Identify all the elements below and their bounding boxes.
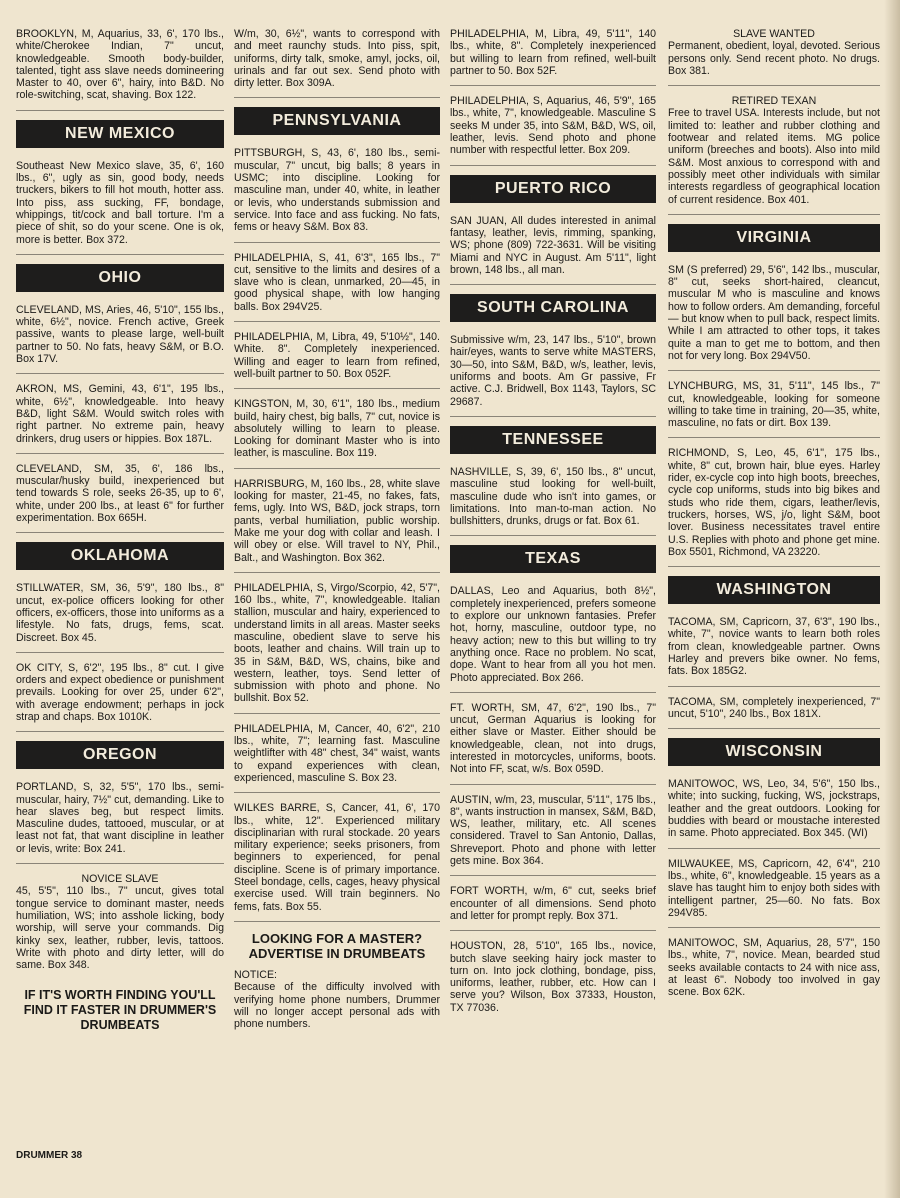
section-heading: TENNESSEE <box>450 426 656 454</box>
classified-ad <box>16 28 224 111</box>
section-heading: TEXAS <box>450 545 656 573</box>
classified-ad <box>668 616 880 686</box>
classified-ad <box>16 582 224 652</box>
classified-ad <box>234 252 440 322</box>
classified-ad <box>16 873 224 979</box>
ad-text: PHILADELPHIA, M, Libra, 49, 5'10½", 140. White. 8". Completely inexperienced. Willing and eager to learn from refined, well-built partner to 50. Box 052F. <box>234 331 440 380</box>
ad-text: FORT WORTH, w/m, 6" cut, seeks brief encounter of all dimensions. Send photo and letter for prompt reply. Box 371. <box>450 885 656 922</box>
ad-text: WILKES BARRE, S, Cancer, 41, 6', 170 lbs., white, 12". Experienced military disciplinarian with rural stockade. 20 years military experience; seeks prisoners, from beginners to experienced, for penal discipline. Scene is of primary importance. Steel bondage, cells, cages, heavy physical exercise used. Will train beginners. No fems, fats. Box 55. <box>234 802 440 913</box>
ad-text: OK CITY, S, 6'2", 195 lbs., 8" cut. I give orders and expect obedience or punishment prevails. Looking for over 25, under 6'2", with average endowment; perhaps in jock strap and chaps. Box 1010K. <box>16 661 224 723</box>
ad-text: HOUSTON, 28, 5'10", 165 lbs., novice, butch slave seeking hairy jock master to turn on. Into jock clothing, bondage, piss, uniforms, leather, rubber, etc. How can I serve you? Wilson, Box 37333, Houston, TX 77036. <box>450 940 656 1014</box>
classified-ad <box>450 585 656 692</box>
column-3 <box>450 28 656 1031</box>
classified-ad <box>450 334 656 417</box>
classified-ad <box>450 466 656 536</box>
classified-ad <box>668 28 880 86</box>
classified-ad <box>668 696 880 730</box>
classified-ad <box>450 215 656 285</box>
section-heading: VIRGINIA <box>668 224 880 252</box>
advertise-promo: LOOKING FOR A MASTER? ADVERTISE IN DRUMBEATS <box>248 930 426 961</box>
classified-ad <box>450 885 656 931</box>
ad-text: W/m, 30, 6½", wants to correspond with and meet raunchy studs. Into piss, spit, uniforms, dirty talk, smoke, amyl, jocks, oil, urinals and far out sex. Send photo with dirty letter. Box 309A. <box>234 28 440 90</box>
column-2 <box>234 28 440 1047</box>
section-heading: PUERTO RICO <box>450 175 656 203</box>
section-heading: NEW MEXICO <box>16 120 224 148</box>
ad-text: MANITOWOC, SM, Aquarius, 28, 5'7", 150 lbs., white, 7", novice. Mean, bearded stud seeks available contacts to 24 with nice ass, at least 6". Nobody too involved in gay scene. Box 62K. <box>668 937 880 999</box>
ad-title: NOVICE SLAVE <box>81 873 159 886</box>
classified-ad <box>668 778 880 848</box>
classified-ad <box>16 383 224 453</box>
classified-ad <box>234 478 440 573</box>
classified-ad <box>668 858 880 928</box>
page-fold-shadow <box>884 0 900 1198</box>
classified-ad <box>234 147 440 242</box>
ad-text: 45, 5'5", 110 lbs., 7" uncut, gives total tongue service to dominant master, needs humiliation, WS; into asshole licking, body worship, will serve your commands. Dig kinky sex, leather, rubber, levis, tattoos. Write with photo and dirty letter, will do same. Box 348. <box>16 885 224 972</box>
classified-ad <box>234 723 440 793</box>
ad-text: PHILADELPHIA, S, 41, 6'3", 165 lbs., 7" cut, sensitive to the limits and desires of a slave who is clean, unmarked, 20—45, in good physical shape, with low hanging balls. Box 294V25. <box>234 251 440 313</box>
ad-title: RETIRED TEXAN <box>731 95 817 108</box>
section-heading: PENNSYLVANIA <box>234 107 440 135</box>
section-heading: OKLAHOMA <box>16 542 224 570</box>
classified-ad <box>16 160 224 255</box>
ad-text: BROOKLYN, M, Aquarius, 33, 6', 170 lbs., white/Cherokee Indian, 7" uncut, knowledgeable. Smooth body-builder, talented, tight ass slave needs domineering Master to 40, over 6", hairy, into B&D. No role-switching, scat, shaving. Box 122. <box>16 28 224 102</box>
section-heading: OREGON <box>16 741 224 769</box>
ad-text: Free to travel USA. Interests include, but not limited to: leather and rubber clothing and footwear and related items. MG police uniform (breeches and boots). Also into mild S&M. Most anxious to correspond with and possibly meet other individuals with similar interests regardless of geographical location of current residence. Box 401. <box>668 107 880 206</box>
ad-text: LYNCHBURG, MS, 31, 5'11", 145 lbs., 7" cut, knowledgeable, looking for someone willing to take time in training, 20—35, white, masculine, no fats or dirt. Box 139. <box>668 380 880 430</box>
ad-text: AUSTIN, w/m, 23, muscular, 5'11", 175 lbs., 8", wants instruction in mansex, S&M, B&D, WS, leather, military, etc. All scenes considered. Travel to San Antonio, Dallas, Shreveport. Photo and phone with letter gets mine. Box 364. <box>450 793 656 868</box>
ad-text: PHILADELPHIA, M, Libra, 49, 5'11", 140 lbs., white, 8". Completely inexperienced but willing to learn from refined, well-built partner to 50. Box 52F. <box>450 28 656 77</box>
section-heading: OHIO <box>16 264 224 292</box>
ad-text: NASHVILLE, S, 39, 6', 150 lbs., 8" uncut, masculine stud looking for well-built, masculine dude who isn't into games, or limitations. Into man-to-man action. No bullshitters, drunks, drugs or fat. Box 61. <box>450 465 656 528</box>
ad-text: PHILADELPHIA, S, Virgo/Scorpio, 42, 5'7", 160 lbs., white, 7", knowledgeable. Italian stallion, muscular and hairy, experienced to understand limits in all areas. Master seeks masculine, obedient slave to serve his boots, leather and chains. Will train up to 35 in S&M, B&D, WS, chains, bike and western, leather, toys. Send letter of submission with photo and phone. No bullshit. Box 52. <box>234 581 440 705</box>
classified-ad <box>668 447 880 567</box>
ad-text: DALLAS, Leo and Aquarius, both 8½", completely inexperienced, prefers someone to explore our unknown fantasies. Prefer hot, horny, masculine, outdoor type, no heavy action; new to this but willing to try anything once. Race no problem. No scat, dope. Want to hear from all you hot men. Photo appreciated. Box 266. <box>450 585 656 684</box>
ad-text: PITTSBURGH, S, 43, 6', 180 lbs., semi-muscular, 7" uncut, big balls; 8 years in USMC; into discipline. Looking for masculine man, under 40, white, in leather or levis, who understands submission and service. Into face and ass fucking. No fats, fems or heavy S&M. Box 83. <box>234 147 440 234</box>
classified-ad <box>668 95 880 215</box>
classified-ad <box>16 304 224 374</box>
classified-ad <box>668 937 880 1006</box>
classified-ad <box>668 380 880 438</box>
ad-text: SAN JUAN, All dudes interested in animal fantasy, leather, levis, rimming, spanking, WS; phone (809) 722-3631. Will be visiting Miami and NYC in August. Am 5'11", light brown, 148 lbs., all man. <box>450 214 656 276</box>
classified-ad <box>450 702 656 785</box>
page-folio: DRUMMER 38 <box>16 1150 83 1161</box>
ad-text: TACOMA, SM, Capricorn, 37, 6'3", 190 lbs., white, 7", novice wants to learn both roles from clean, knowledgeable partner. Owns Harley and prevers bike owner. No fems, fats. Box 185G2. <box>668 616 880 678</box>
section-heading: WASHINGTON <box>668 576 880 604</box>
column-1 <box>16 28 224 1033</box>
classified-ad <box>450 95 656 165</box>
section-heading: SOUTH CAROLINA <box>450 294 656 322</box>
ad-text: TACOMA, SM, completely inexperienced, 7" uncut, 5'10", 240 lbs., Box 181X. <box>668 695 880 720</box>
classified-ad <box>668 264 880 371</box>
section-heading: WISCONSIN <box>668 738 880 766</box>
classified-ad <box>16 662 224 732</box>
classified-ad <box>450 794 656 877</box>
classified-ad <box>234 331 440 389</box>
classified-ad <box>234 398 440 468</box>
ad-text: PHILADELPHIA, S, Aquarius, 46, 5'9", 165 lbs., white, 7", knowledgeable. Masculine S seeks M under 35, into S&M, B&D, WS, oil, leather, levis. Send photo and phone number with respectful letter. Box 209. <box>450 95 656 157</box>
ad-text: KINGSTON, M, 30, 6'1", 180 lbs., medium build, hairy chest, big balls, 7" cut, novice is absolutely willing to learn to please. Looking for dominant Master who is into leather, is masculine. Box 119. <box>234 398 440 460</box>
ad-text: Submissive w/m, 23, 147 lbs., 5'10", brown hair/eyes, wants to serve white MASTERS, 30—50, into S&M, B&D, w/s, leather, levis, uniforms and boots. Am Gr passive, Fr active. C.J. Bridwell, Box 1143, Taylors, SC 29687. <box>450 334 656 408</box>
ad-text: AKRON, MS, Gemini, 43, 6'1", 195 lbs., white, 6½", knowledgeable. Into heavy B&D, light S&M. Would switch roles with right partner. No extreme pain, heavy drinkers, drug users or hippies. Box 187L. <box>16 383 224 445</box>
ad-text: MILWAUKEE, MS, Capricorn, 42, 6'4", 210 lbs., white, 6", knowledgeable. 15 years as a slave has taught him to enjoy both sides with intelligent partner, 25—60. No fats. Box 294V85. <box>668 857 880 919</box>
ad-text: SM (S preferred) 29, 5'6", 142 lbs., muscular, 8" cut, seeks short-haired, cleancut, muscular M who is masculine and knows how to follow orders. Am demanding, forceful — but know when to pull back, respect limits. While I am attracted to other tops, it takes quite a man to get me to bottom, and then not for very long. Box 294V50. <box>668 263 880 362</box>
ad-title: SLAVE WANTED <box>733 28 815 40</box>
classified-ad <box>450 940 656 1022</box>
ad-text: PHILADELPHIA, M, Cancer, 40, 6'2", 210 lbs., white, 7"; learning fast. Masculine weightlifter with 48" chest, 34" waist, wants to expand experiences with clean, experienced, masculine S. Box 23. <box>234 722 440 784</box>
classified-ad <box>234 802 440 922</box>
ad-text: HARRISBURG, M, 160 lbs., 28, white slave looking for master, 21-45, no fakes, fats, fems, ugly. Into WS, B&D, jock straps, torn pants, verbal humiliation, public worship. Make me your dog with collar and leash. I will obey or else. Will travel to NY, Phil., Balt., and Washington. Box 362. <box>234 477 440 564</box>
ad-text: MANITOWOC, WS, Leo, 34, 5'6", 150 lbs., white; into sucking, fucking, WS, jockstraps, leather and the great outdoors. Looking for buddies with beard or moustache interested in same. Photo appreciated. Box 345. (WI) <box>668 778 880 840</box>
ad-text: FT. WORTH, SM, 47, 6'2", 190 lbs., 7" uncut, German Aquarius is looking for either slave or Master. Either should be knowledgeable, clean, not into drugs, interested in motorcycles, uniforms, boots. Not into FF, scat, w/s. Box 059D. <box>450 701 656 776</box>
drumbeats-promo: IF IT'S WORTH FINDING YOU'LL FIND IT FASTER IN DRUMMER'S DRUMBEATS <box>23 988 217 1033</box>
ad-text: Because of the difficulty involved with verifying home phone numbers, Drummer will no longer accept personal ads with phone numbers. <box>234 981 440 1031</box>
ad-title: NOTICE: <box>234 968 277 981</box>
classified-ad <box>16 781 224 864</box>
ad-text: RICHMOND, S, Leo, 45, 6'1", 175 lbs., white, 8" cut, brown hair, blue eyes. Harley rider, ex-cycle cop into high boots, breeches, cycle cop uniforms, studs into big bikes and studs who ride them, cigars, leather/levis, truckers, horses, WS, j/o, light S&M, boot lover. Business necessitates travel entire U.S. Replies with photo and phone get mine. Box 5501, Richmond, VA 23220. <box>668 447 880 558</box>
ad-text: PORTLAND, S, 32, 5'5", 170 lbs., semi-muscular, hairy, 7½" cut, demanding. Like to hear slaves beg, but respect limits. Masculine dudes, tattooed, muscular, or at least not fat, that want discipline in leather or levis, write: Box 241. <box>16 781 224 855</box>
classified-ad <box>450 28 656 86</box>
ad-text: CLEVELAND, SM, 35, 6', 186 lbs., muscular/husky build, inexperienced but tend towards S role, seeks 26-35, up to 6', white, under 200 lbs., at least 6" for further experimentation. Box 665H. <box>16 462 224 525</box>
classified-ad <box>234 582 440 714</box>
ad-text: Permanent, obedient, loyal, devoted. Serious persons only. Send recent photo. No drugs. Box 381. <box>668 40 880 77</box>
ad-text: STILLWATER, SM, 36, 5'9", 180 lbs., 8" uncut, ex-police officers looking for other officers, ex-officers, those into uniforms as a lifestyle. No fats, drugs, fems, scat. Discreet. Box 45. <box>16 582 224 644</box>
column-4 <box>668 28 880 1016</box>
classified-ad <box>16 463 224 533</box>
classified-ad <box>234 969 440 1038</box>
classified-ad <box>234 28 440 98</box>
ad-text: CLEVELAND, MS, Aries, 46, 5'10", 155 lbs., white, 6½", novice. French active, Greek passive, wants to please large, well-built partner to 50. No fats, heavy S&M, or B.O. Box 17V. <box>16 303 224 366</box>
ad-text: Southeast New Mexico slave, 35, 6', 160 lbs., 6", ugly as sin, good body, needs truckers, bikers to fill hot mouth, hotter ass. Into piss, ass sucking, FF, bondage, whippings, tit/cock and ball torture. I'm a piece of shit, so do your scene. One is ok, more is better. Box 372. <box>16 159 224 246</box>
